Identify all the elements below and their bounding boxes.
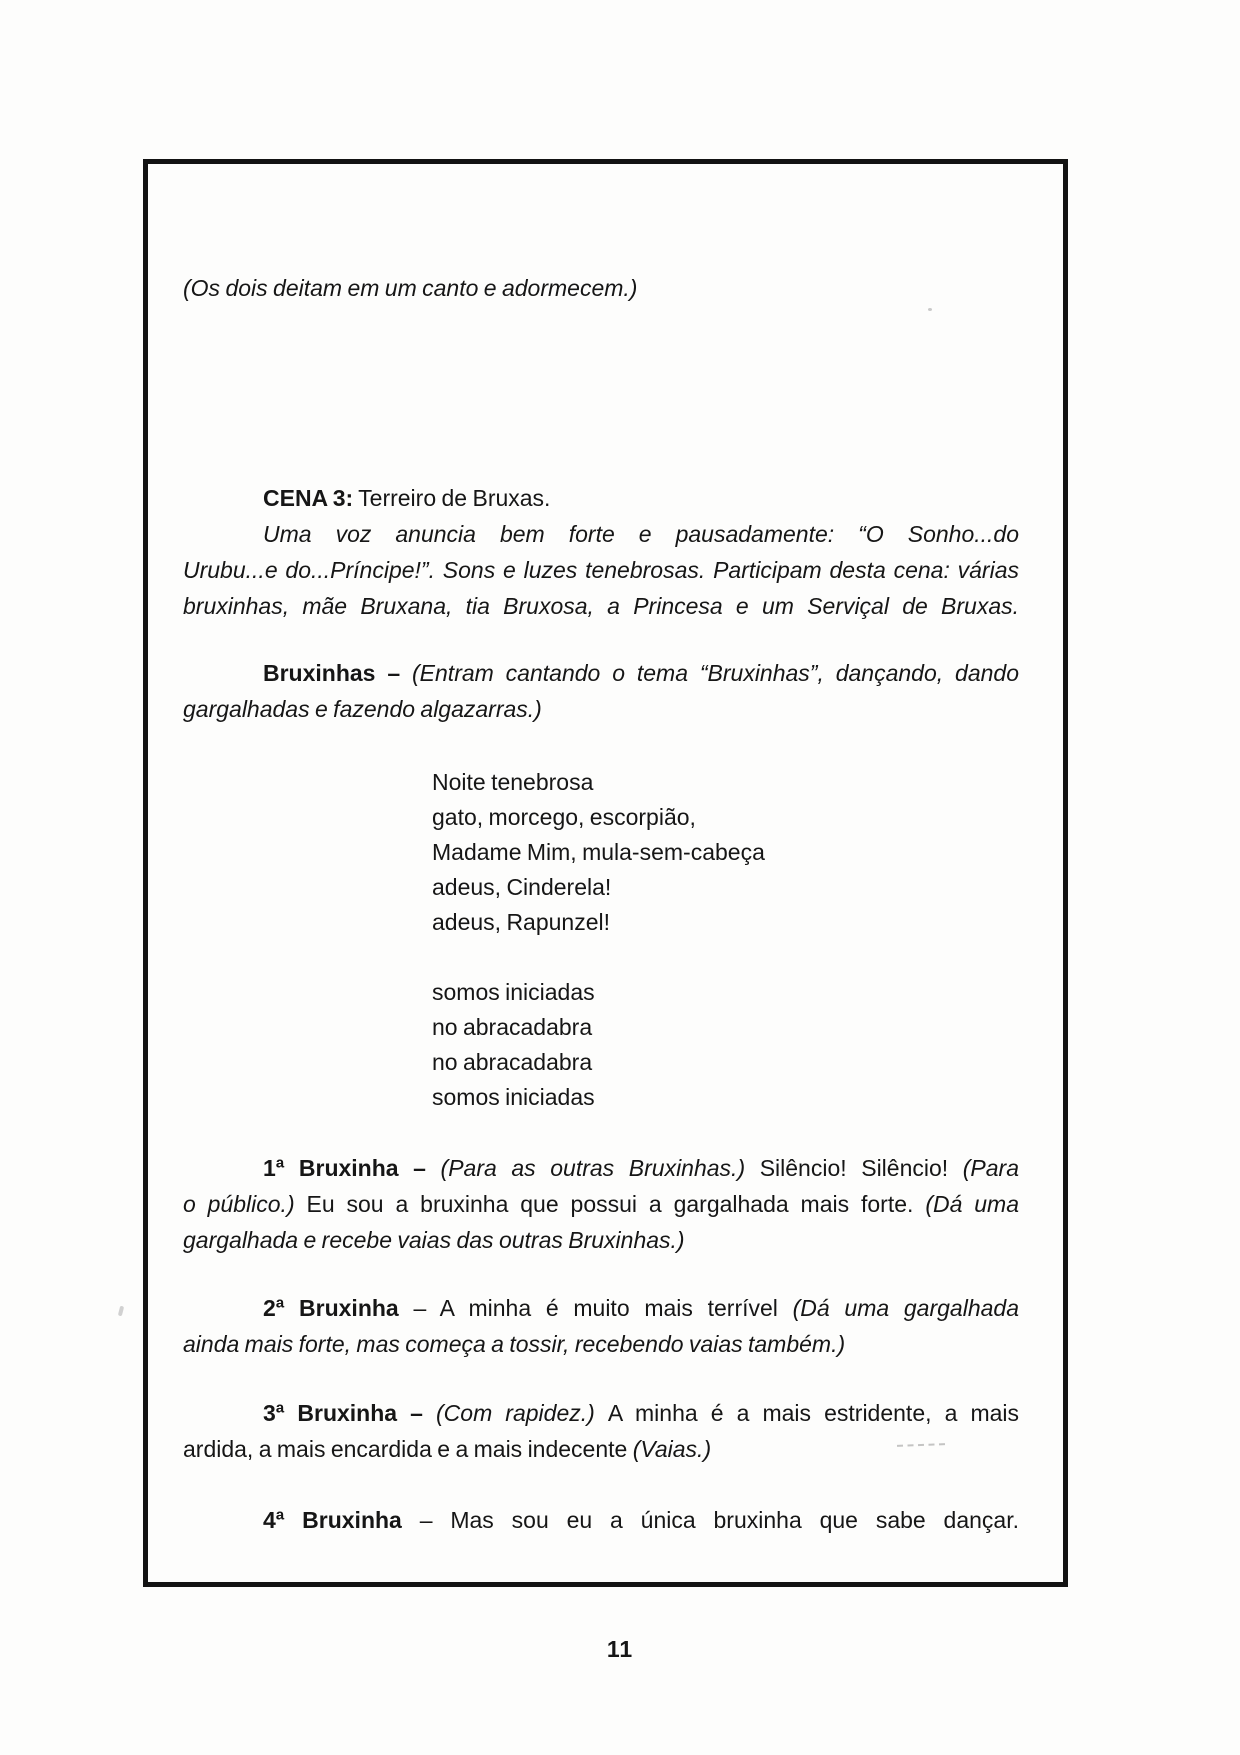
speech-3-line-1 xyxy=(183,1395,1019,1431)
scene-intro-line-1 xyxy=(183,516,1019,552)
text-segment: o público.) xyxy=(183,1191,307,1217)
speech-1-line-3 xyxy=(183,1222,1019,1258)
text-segment: – A minha é muito mais terrível xyxy=(413,1295,793,1321)
speech-bruxinha-3 xyxy=(183,1395,1019,1467)
page-border-frame xyxy=(143,159,1068,1587)
text-segment: Urubu...e do...Príncipe!”. Sons e luzes tenebrosas. Participam desta cena: várias xyxy=(183,557,1019,583)
speech-bruxinha-4 xyxy=(183,1502,1019,1538)
text-segment: bruxinhas, mãe Bruxana, tia Bruxosa, a Princesa e um Serviçal de Bruxas. xyxy=(183,593,1019,619)
speech-2-line-1 xyxy=(183,1290,1019,1326)
lyric-line xyxy=(432,870,1019,905)
speech-3-line-2 xyxy=(183,1431,1019,1467)
speech-2-line-2 xyxy=(183,1326,1019,1362)
text-segment: (Dá uma xyxy=(925,1191,1019,1217)
text-segment: Silêncio! Silêncio! xyxy=(759,1155,963,1181)
speech-bruxinha-2 xyxy=(183,1290,1019,1362)
text-segment: Uma voz anuncia bem forte e pausadamente: “O Sonho...do xyxy=(263,521,1019,547)
page-number: 11 xyxy=(606,1636,634,1662)
lyric-line xyxy=(432,765,1019,800)
text-segment: 3ª Bruxinha – xyxy=(263,1400,437,1426)
text-segment: (Entram cantando o tema “Bruxinhas”, dançando, dando xyxy=(412,660,1019,686)
text-segment: 2ª Bruxinha xyxy=(263,1295,414,1321)
song-verse-1 xyxy=(183,765,1019,940)
stage-direction-opening xyxy=(183,270,1019,306)
text-segment: Noite tenebrosa xyxy=(432,769,594,795)
text-segment: (Os dois deitam em um canto e adormecem.) xyxy=(183,275,638,301)
text-segment: adeus, Cinderela! xyxy=(432,874,612,900)
lyric-line xyxy=(432,975,1019,1010)
stage-direction-line xyxy=(183,270,1019,306)
speech-4-line-1 xyxy=(183,1502,1019,1538)
lyric-line xyxy=(432,835,1019,870)
text-segment: (Para xyxy=(962,1155,1020,1181)
scene-intro-line-2 xyxy=(183,552,1019,588)
lyric-line xyxy=(432,1010,1019,1045)
bruxinhas-entrance-line-1 xyxy=(183,655,1019,691)
text-segment: 1ª Bruxinha – xyxy=(263,1155,441,1181)
text-segment: A minha é a mais estridente, a mais xyxy=(607,1400,1020,1426)
text-segment: Madame Mim, mula-sem-cabeça xyxy=(432,839,765,865)
text-segment: (Para as outras Bruxinhas.) xyxy=(440,1155,760,1181)
script-text xyxy=(148,164,1063,1582)
text-segment: Eu sou a bruxinha que possui a gargalhada mais forte. xyxy=(306,1191,926,1217)
text-segment: adeus, Rapunzel! xyxy=(432,909,611,935)
scene-block xyxy=(183,480,1019,624)
text-segment: CENA 3: xyxy=(263,485,354,511)
speech-1-line-1 xyxy=(183,1150,1019,1186)
speech-bruxinha-1 xyxy=(183,1150,1019,1258)
text-segment: no abracadabra xyxy=(432,1049,593,1075)
bruxinhas-entrance xyxy=(183,655,1019,727)
scene-intro-line-3 xyxy=(183,588,1019,624)
text-segment: somos iniciadas xyxy=(432,1084,595,1110)
text-segment: ardida, a mais encardida e a mais indecente xyxy=(183,1436,633,1462)
text-segment: gargalhadas e fazendo algazarras.) xyxy=(183,696,542,722)
text-segment: gargalhada e recebe vaias das outras Bruxinhas.) xyxy=(183,1227,685,1253)
text-segment: somos iniciadas xyxy=(432,979,595,1005)
text-segment: – Mas sou eu a única bruxinha que sabe dançar. xyxy=(419,1507,1019,1533)
lyric-line xyxy=(432,1080,1019,1115)
text-segment: (Vaias.) xyxy=(632,1436,712,1462)
text-segment: 4ª Bruxinha xyxy=(263,1507,420,1533)
bruxinhas-entrance-line-2 xyxy=(183,691,1019,727)
text-segment: gato, morcego, escorpião, xyxy=(432,804,696,830)
song-verse-2 xyxy=(183,975,1019,1115)
lyric-line xyxy=(432,1045,1019,1080)
lyric-line xyxy=(432,905,1019,940)
text-segment: (Dá uma gargalhada xyxy=(792,1295,1019,1321)
scan-artifact-mark xyxy=(118,1306,124,1317)
text-segment: Bruxinhas – xyxy=(263,660,413,686)
text-segment: no abracadabra xyxy=(432,1014,593,1040)
text-segment: ainda mais forte, mas começa a tossir, recebendo vaias também.) xyxy=(183,1331,846,1357)
text-segment: (Com rapidez.) xyxy=(436,1400,608,1426)
text-segment: Terreiro de Bruxas. xyxy=(353,485,551,511)
speech-1-line-2 xyxy=(183,1186,1019,1222)
scene-heading xyxy=(183,480,1019,516)
lyric-line xyxy=(432,800,1019,835)
scan-artifact-dot xyxy=(928,308,932,311)
